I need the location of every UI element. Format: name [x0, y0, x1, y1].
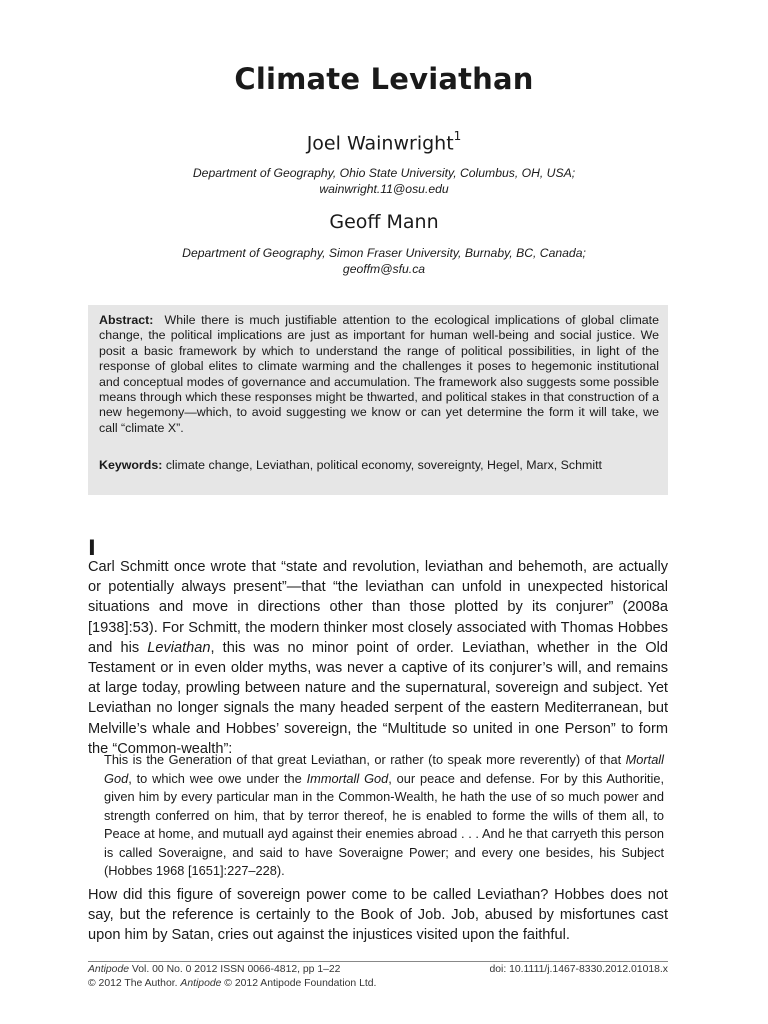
author-name — [0, 131, 768, 154]
author-affiliation — [0, 165, 768, 197]
quote-text: , to which wee owe under the — [128, 770, 307, 786]
abstract-label: Abstract: — [99, 313, 154, 327]
copyright-line — [88, 977, 376, 991]
quote-text: , our peace and defense. For by this Authoritie, given him by every particular man in the Common-Wealth, he hath the use of so much power and strength conferred on him, that by terror thereof, he is enabled to forme the wills of them all, to Peace at home, and mutuall ayd against their enemies abroad . . . And he that carryeth this person is called Soveraigne, and said to have Soveraigne Power; and every one besides, his Subject (Hobbes 1968 [1651]:227–228). — [104, 770, 664, 878]
body-paragraph — [88, 557, 668, 759]
affiliation-line: Department of Geography, Ohio State University, Columbus, OH, USA; — [192, 166, 576, 180]
keywords-text: climate change, Leviathan, political economy, sovereignty, Hegel, Marx, Schmitt — [165, 458, 602, 472]
abstract — [99, 313, 659, 436]
quote-text: This is the Generation of that great Leviathan, or rather (to speak more reverently) of that — [104, 752, 626, 767]
quote-italic: Mortall God — [104, 752, 664, 786]
journal-name: Antipode — [88, 964, 130, 975]
block-quote — [104, 751, 664, 881]
footer-citation — [88, 963, 376, 990]
journal-name: Antipode — [180, 977, 222, 989]
article-title: Climate Leviathan — [234, 62, 534, 96]
keywords — [99, 458, 659, 473]
citation-line — [88, 963, 376, 977]
abstract-text: While there is much justifiable attention to the ecological implications of global climate change, the political implications are just as important for human well-being and social justice. We posit a basic framework by which to understand the range of political possibilities, in light of the response of global elites to climate warming and the challenges it poses to hegemonic institutional and conceptual modes of governance and accumulation. The framework also suggests some possible means through which these responses might be thwarted, and political stakes in that construction of a new hegemony—which, to avoid suggesting we know or can yet determine the form it will take, we call “climate X”. — [99, 313, 659, 435]
copyright-text: © 2012 Antipode Foundation Ltd. — [221, 977, 377, 989]
paragraph-text: Carl Schmitt once wrote that “state and revolution, leviathan and behemoth, are actually or potentially always present”—that “the leviathan can unfold in unexpected historical situations and move in directions other than those plotted by its conjurer” (2008a [1938]:53). For Schmitt, the modern thinker most closely associated with Thomas Hobbes and his — [88, 559, 668, 656]
citation-text: Vol. 00 No. 0 2012 ISSN 0066-4812, pp 1–22 — [129, 964, 341, 975]
paragraph-italic: Leviathan — [147, 639, 211, 656]
section-heading: I — [88, 536, 96, 560]
body-paragraph: How did this figure of sovereign power come to be called Leviathan? Hobbes does not say, but the reference is certainly to the Book of Job. Job, abused by misfortunes cast upon him by Satan, cries out against the injustices visited upon the faithful. — [88, 887, 668, 944]
keywords-label: Keywords: — [99, 458, 163, 472]
copyright-text: © 2012 The Author. — [88, 977, 181, 989]
footnote-mark[interactable]: 1 — [453, 129, 462, 143]
author-name: Geoff Mann — [329, 211, 439, 233]
abstract-box — [88, 305, 668, 495]
author-email[interactable]: geoffm@sfu.ca — [342, 262, 426, 276]
quote-italic: Immortall God — [306, 770, 389, 786]
author-affiliation — [0, 245, 768, 277]
footer-doi[interactable]: doi: 10.1111/j.1467-8330.2012.01018.x — [489, 964, 668, 975]
author-email[interactable]: wainwright.11@osu.edu — [319, 182, 449, 196]
affiliation-line: Department of Geography, Simon Fraser University, Burnaby, BC, Canada; — [182, 246, 586, 260]
author-name-text: Joel Wainwright — [306, 132, 454, 155]
paragraph-text: , this was no minor point of order. Leviathan, whether in the Old Testament or in even older myths, was never a captive of its conjurer’s will, and remains at large today, prowling between nature and the supernatural, sovereign and subject. Yet Leviathan no longer signals the many headed serpent of the eastern Mediterranean, but Melville’s whale and Hobbes’ sovereign, the “Multitude so united in one Person” to form the “Common-wealth”: — [88, 639, 668, 757]
footer-divider — [88, 961, 668, 962]
